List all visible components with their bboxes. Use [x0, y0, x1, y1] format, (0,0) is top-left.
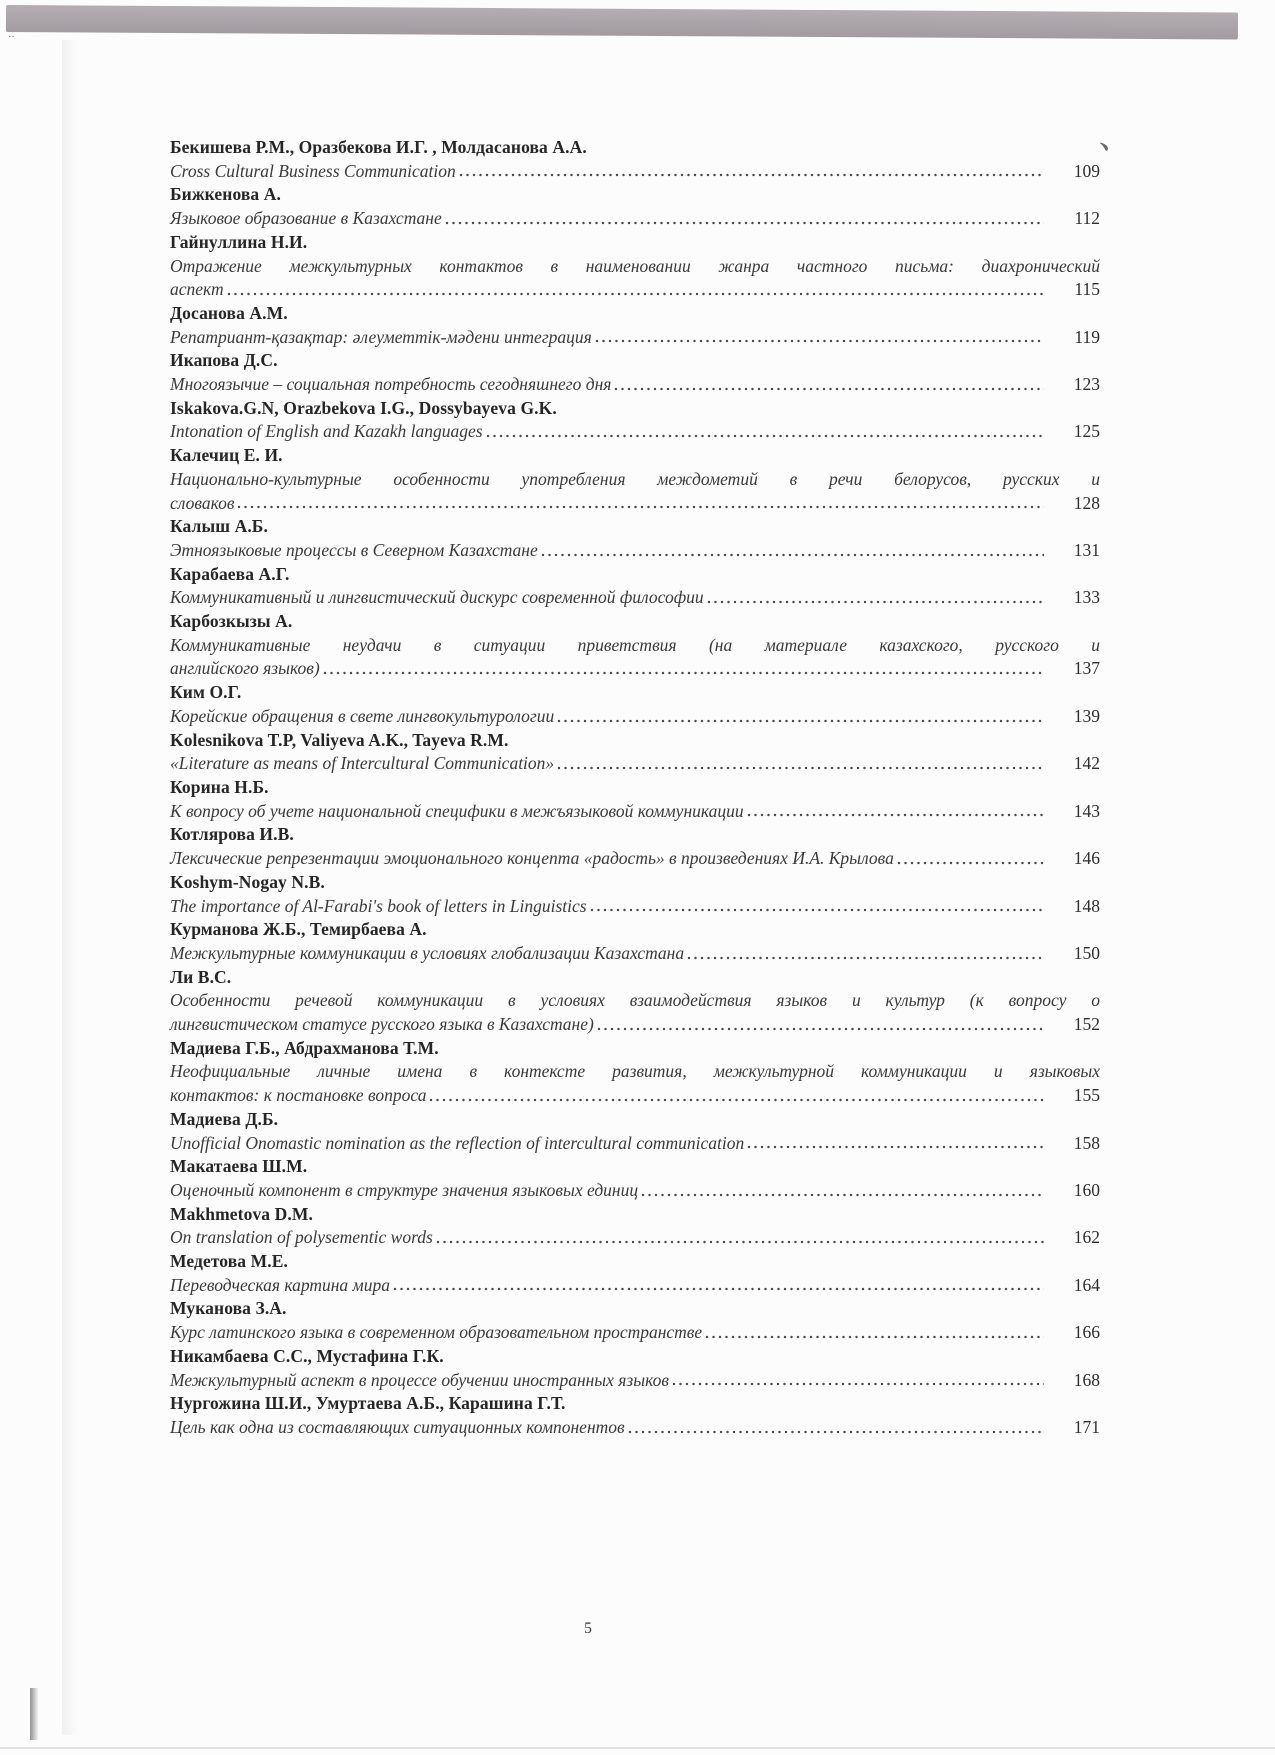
toc-dot-leader [557, 705, 1044, 729]
toc-title-row [170, 278, 1100, 302]
toc-title-line: лингвистическом статусе русского языка в Казахстане) [170, 1014, 594, 1035]
toc-authors: Калыш А.Б. [170, 516, 268, 537]
toc-list [170, 136, 1100, 1440]
toc-title-row [170, 847, 1100, 871]
toc-dot-leader [590, 895, 1044, 919]
toc-entry [170, 1108, 1100, 1155]
toc-title-row [170, 326, 1100, 350]
toc-title-row [170, 1226, 1100, 1250]
toc-title-line: Цель как одна из составляющих ситуационных компонентов [170, 1416, 625, 1437]
toc-entry [170, 136, 1100, 183]
toc-entry [170, 681, 1100, 728]
toc-title-row [170, 800, 1100, 824]
toc-page-number: 142 [1073, 753, 1100, 774]
toc-page-number: 146 [1073, 848, 1100, 869]
toc-authors: Курманова Ж.Б., Темирбаева А. [170, 919, 427, 940]
toc-title-row [170, 1369, 1100, 1393]
toc-title-line: контактов: к постановке вопроса [170, 1085, 427, 1106]
toc-dot-leader [897, 847, 1044, 871]
toc-dot-leader [541, 539, 1044, 563]
scan-left-edge-shadow [62, 40, 78, 1735]
toc-dot-leader [707, 586, 1044, 610]
toc-page-number: 168 [1073, 1369, 1100, 1390]
toc-authors: Мадиева Г.Б., Абдрахманова Т.М. [170, 1037, 439, 1058]
toc-page-number: 112 [1074, 208, 1100, 229]
toc-entry [170, 563, 1100, 610]
toc-page-number: 160 [1073, 1179, 1100, 1200]
toc-title-row [170, 657, 1100, 681]
toc-title-line: Репатриант-қазақтар: әлеуметтік-мәдени интеграция [170, 326, 592, 347]
toc-authors: Калечиц Е. И. [170, 445, 283, 466]
toc-title-line: Межкультурные коммуникации в условиях глобализации Казахстана [170, 942, 685, 963]
toc-title-line: Языковое образование в Казахстане [170, 208, 442, 229]
toc-title-line: Unofficial Onomastic nomination as the reflection of intercultural communication [170, 1132, 745, 1153]
toc-authors: Бижкенова А. [170, 184, 281, 205]
toc-authors: Ли В.С. [170, 966, 232, 987]
toc-authors: Нургожина Ш.И., Умуртаева А.Б., Карашина Г.Т. [170, 1393, 566, 1414]
toc-dot-leader [687, 942, 1044, 966]
toc-title-row [170, 1179, 1100, 1203]
toc-title-line: английского языков) [170, 658, 320, 679]
toc-title-line: Оценочный компонент в структуре значения языковых единиц [170, 1179, 639, 1200]
toc-dot-leader [436, 1226, 1044, 1250]
toc-authors: Koshym-Nogay N.B. [170, 871, 325, 892]
toc-title-line: Отражение межкультурных контактов в наименовании жанра частного письма: диахронический [170, 255, 1100, 276]
toc-dot-leader [227, 278, 1044, 302]
toc-dot-leader [614, 373, 1044, 397]
toc-title-line: Лексические репрезентации эмоционального концепта «радость» в произведениях И.А. Крылова [170, 848, 894, 869]
toc-title-line: Intonation of English and Kazakh languages [170, 421, 483, 442]
toc-page-number: 131 [1073, 539, 1100, 560]
toc-title-line: Межкультурный аспект в процессе обучении иностранных языков [170, 1369, 669, 1390]
toc-authors: Муканова З.А. [170, 1298, 287, 1319]
toc-dot-leader [323, 657, 1044, 681]
toc-entry [170, 776, 1100, 823]
toc-title-line: К вопросу об учете национальной специфики в межъязыковой коммуникации [170, 800, 744, 821]
toc-entry [170, 444, 1100, 515]
toc-page-number: 123 [1073, 374, 1100, 395]
scan-bottom-edge [0, 1747, 1275, 1749]
toc-entry [170, 183, 1100, 230]
toc-entry [170, 610, 1100, 681]
toc-entry [170, 918, 1100, 965]
toc-title-line: Особенности речевой коммуникации в условиях взаимодействия языков и культур (к вопросу о [170, 990, 1100, 1011]
toc-page-number: 109 [1073, 160, 1100, 181]
toc-title-line: Этноязыковые процессы в Северном Казахстане [170, 539, 538, 560]
toc-title-row [170, 207, 1100, 231]
toc-page-number: 128 [1073, 492, 1100, 513]
toc-title-row [170, 895, 1100, 919]
toc-dot-leader [393, 1274, 1044, 1298]
toc-authors: Икапова Д.С. [170, 350, 278, 371]
toc-title-row [170, 539, 1100, 563]
toc-authors: Досанова А.М. [170, 302, 288, 323]
toc-authors: Ким О.Г. [170, 682, 242, 703]
toc-title-row [170, 373, 1100, 397]
toc-dot-leader [557, 752, 1044, 776]
toc-title-row [170, 420, 1100, 444]
toc-title-row [170, 752, 1100, 776]
toc-page-number: 152 [1073, 1014, 1100, 1035]
toc-authors: Гайнуллина Н.И. [170, 231, 308, 252]
toc-entry [170, 515, 1100, 562]
scan-left-bottom-streak [30, 1688, 38, 1740]
toc-page-number: 125 [1073, 421, 1100, 442]
toc-entry [170, 397, 1100, 444]
toc-authors: Makhmetova D.M. [170, 1203, 313, 1224]
toc-page-number: 150 [1073, 942, 1100, 963]
toc-dot-leader [747, 800, 1044, 824]
toc-dot-leader [486, 420, 1044, 444]
toc-dot-leader [237, 492, 1044, 516]
toc-dot-leader [597, 1013, 1044, 1037]
toc-entry [170, 1392, 1100, 1439]
toc-title-line: аспект [170, 279, 224, 300]
toc-dot-leader [705, 1321, 1044, 1345]
toc-title-line: Многоязычие – социальная потребность сегодняшнего дня [170, 374, 612, 395]
footer-page-number: 5 [584, 1620, 592, 1637]
toc-title-line: «Literature as means of Intercultural Communication» [170, 753, 555, 774]
toc-entry [170, 823, 1100, 870]
toc-title-row [170, 705, 1100, 729]
toc-page-number: 158 [1073, 1132, 1100, 1153]
toc-title-line: Переводческая картина мира [170, 1274, 390, 1295]
toc-authors: Котлярова И.В. [170, 824, 294, 845]
toc-authors: Карбозкызы А. [170, 611, 293, 632]
toc-authors: Никамбаева С.С., Мустафина Г.К. [170, 1345, 444, 1366]
toc-title-line: словаков [170, 492, 235, 513]
toc-page-number: 155 [1073, 1085, 1100, 1106]
toc-entry [170, 1155, 1100, 1202]
toc-dot-leader [628, 1416, 1044, 1440]
toc-authors: Медетова М.Е. [170, 1251, 288, 1272]
toc-dot-leader [595, 326, 1044, 350]
toc-title-line: Коммуникативные неудачи в ситуации приветствия (на материале казахского, русского и [170, 634, 1100, 655]
toc-dot-leader [429, 1084, 1044, 1108]
toc-title-row [170, 1321, 1100, 1345]
toc-entry [170, 1037, 1100, 1108]
toc-page-number: 119 [1074, 326, 1100, 347]
toc-title-row [170, 1416, 1100, 1440]
toc-authors: Мадиева Д.Б. [170, 1108, 279, 1129]
toc-dot-leader [641, 1179, 1044, 1203]
toc-dot-leader [459, 160, 1044, 184]
toc-title-row [170, 1013, 1100, 1037]
scan-artifact: ﹅ [1098, 140, 1111, 154]
toc-entry [170, 231, 1100, 302]
toc-title-row [170, 1084, 1100, 1108]
toc-page-number: 143 [1073, 800, 1100, 821]
toc-authors: Бекишева Р.М., Оразбекова И.Г. , Молдасанова А.А. [170, 137, 587, 157]
toc-page-number: 139 [1073, 705, 1100, 726]
toc-title-row [170, 160, 1100, 184]
toc-title-row [170, 1274, 1100, 1298]
toc-title-line: On translation of polysementic words [170, 1227, 433, 1248]
toc-entry [170, 302, 1100, 349]
toc-page-number: 162 [1073, 1227, 1100, 1248]
toc-title-row [170, 492, 1100, 516]
toc-page-number: 137 [1073, 658, 1100, 679]
toc-entry [170, 871, 1100, 918]
toc-title-row [170, 586, 1100, 610]
toc-entry [170, 729, 1100, 776]
toc-authors: Корина Н.Б. [170, 776, 269, 797]
toc-page-number: 171 [1073, 1416, 1100, 1437]
toc-entry [170, 1203, 1100, 1250]
toc-dot-leader [747, 1132, 1044, 1156]
toc-page-number: 133 [1073, 587, 1100, 608]
scan-artifact: ·· [8, 32, 15, 43]
toc-title-line: Корейские обращения в свете лингвокультурологии [170, 705, 555, 726]
toc-entry [170, 966, 1100, 1037]
toc-authors: Макатаева Ш.М. [170, 1156, 308, 1177]
toc-dot-leader [445, 207, 1044, 231]
toc-title-line: Курс латинского языка в современном образовательном пространстве [170, 1322, 703, 1343]
toc-dot-leader [672, 1369, 1044, 1393]
toc-authors: Kolesnikova T.P, Valiyeva A.K., Tayeva R.M. [170, 729, 509, 750]
toc-page-number: 166 [1073, 1322, 1100, 1343]
toc-title-line: The importance of Al-Farabi's book of letters in Linguistics [170, 895, 587, 916]
toc-entry [170, 349, 1100, 396]
toc-title-row [170, 942, 1100, 966]
toc-title-line: Национально-культурные особенности употребления междометий в речи белорусов, русских и [170, 468, 1100, 489]
toc-title-line: Коммуникативный и лингвистический дискурс современной философии [170, 587, 704, 608]
toc-entry [170, 1297, 1100, 1344]
toc-authors: Iskakova.G.N, Orazbekova I.G., Dossybayeva G.K. [170, 397, 557, 418]
toc-authors: Карабаева А.Г. [170, 563, 290, 584]
toc-title-row [170, 1132, 1100, 1156]
toc-entry [170, 1345, 1100, 1392]
toc-entry [170, 1250, 1100, 1297]
toc-page-number: 164 [1073, 1274, 1100, 1295]
toc-page-number: 148 [1073, 895, 1100, 916]
toc-title-line: Неофициальные личные имена в контексте развития, межкультурной коммуникации и языковых [170, 1061, 1100, 1082]
toc-page-number: 115 [1074, 279, 1100, 300]
toc-title-line: Cross Cultural Business Communication [170, 160, 456, 181]
